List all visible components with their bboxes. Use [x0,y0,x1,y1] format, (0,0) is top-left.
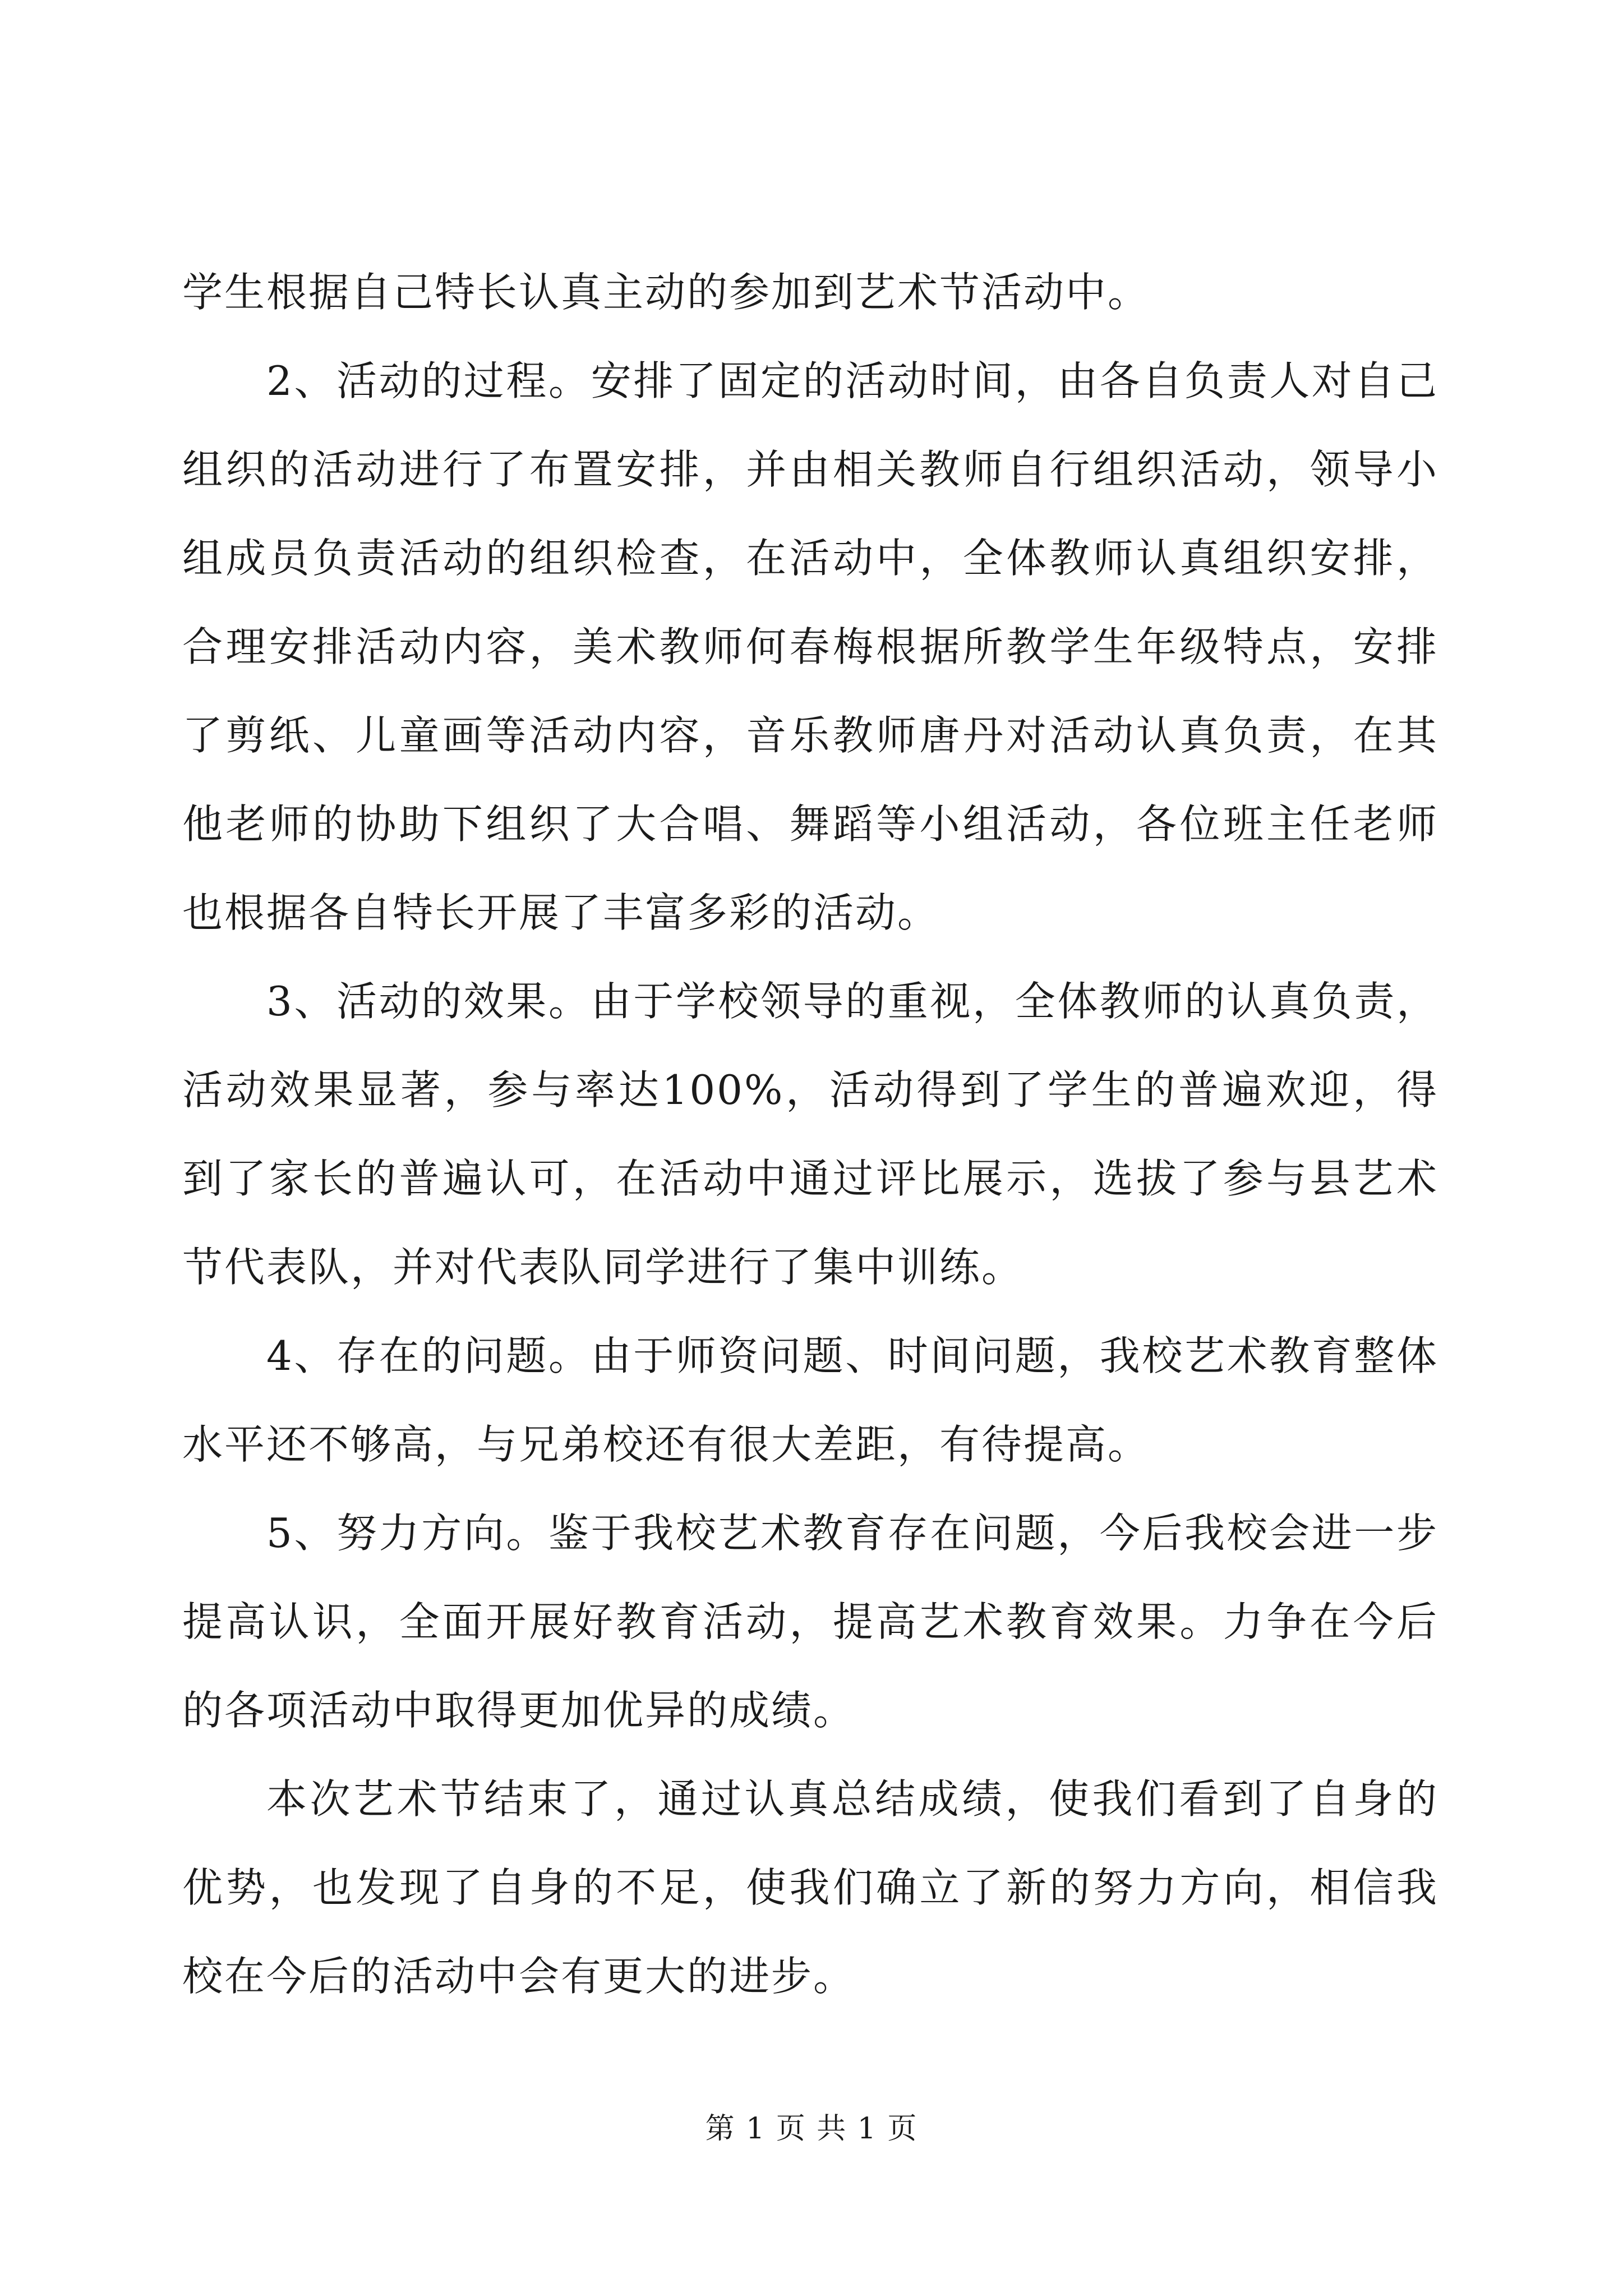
paragraph-conclusion: 本次艺术节结束了，通过认真总结成绩，使我们看到了自身的优势，也发现了自身的不足，使我们确立了新的努力方向，相信我校在今后的活动中会有更大的进步。 [182,1775,1438,2000]
paragraph-direction: 5、努力方向。鉴于我校艺术教育存在问题，今后我校会进一步提高认识，全面开展好教育活动，提高艺术教育效果。力争在今后的各项活动中取得更加优异的成绩。 [182,1510,1438,1734]
paragraph-continuation: 学生根据自己特长认真主动的参加到艺术节活动中。 [182,269,1150,316]
paragraph-existing-problems: 4、存在的问题。由于师资问题、时间问题，我校艺术教育整体水平还不够高，与兄弟校还有很大差距，有待提高。 [182,1332,1438,1468]
page-footer: 第 1 页 共 1 页 [705,2112,918,2146]
paragraph-activity-process: 2、活动的过程。安排了固定的活动时间，由各自负责人对自己组织的活动进行了布置安排，并由相关教师自行组织活动，领导小组成员负责活动的组织检查，在活动中，全体教师认真组织安排，合理安排活动内容，美术教师何春梅根据所教学生年级特点，安排了剪纸、儿童画等活动内容，音乐教师唐丹对活动认真负责，在其他老师的协助下组织了大合唱、舞蹈等小组活动，各位班主任老师也根据各自特长开展了丰富多彩的活动。 [182,357,1438,936]
document-body [182,248,1438,2021]
paragraph-activity-effect: 3、活动的效果。由于学校领导的重视，全体教师的认真负责，活动效果显著，参与率达100%，活动得到了学生的普遍欢迎，得到了家长的普遍认可，在活动中通过评比展示，选拔了参与县艺术节代表队，并对代表队同学进行了集中训练。 [182,978,1438,1291]
